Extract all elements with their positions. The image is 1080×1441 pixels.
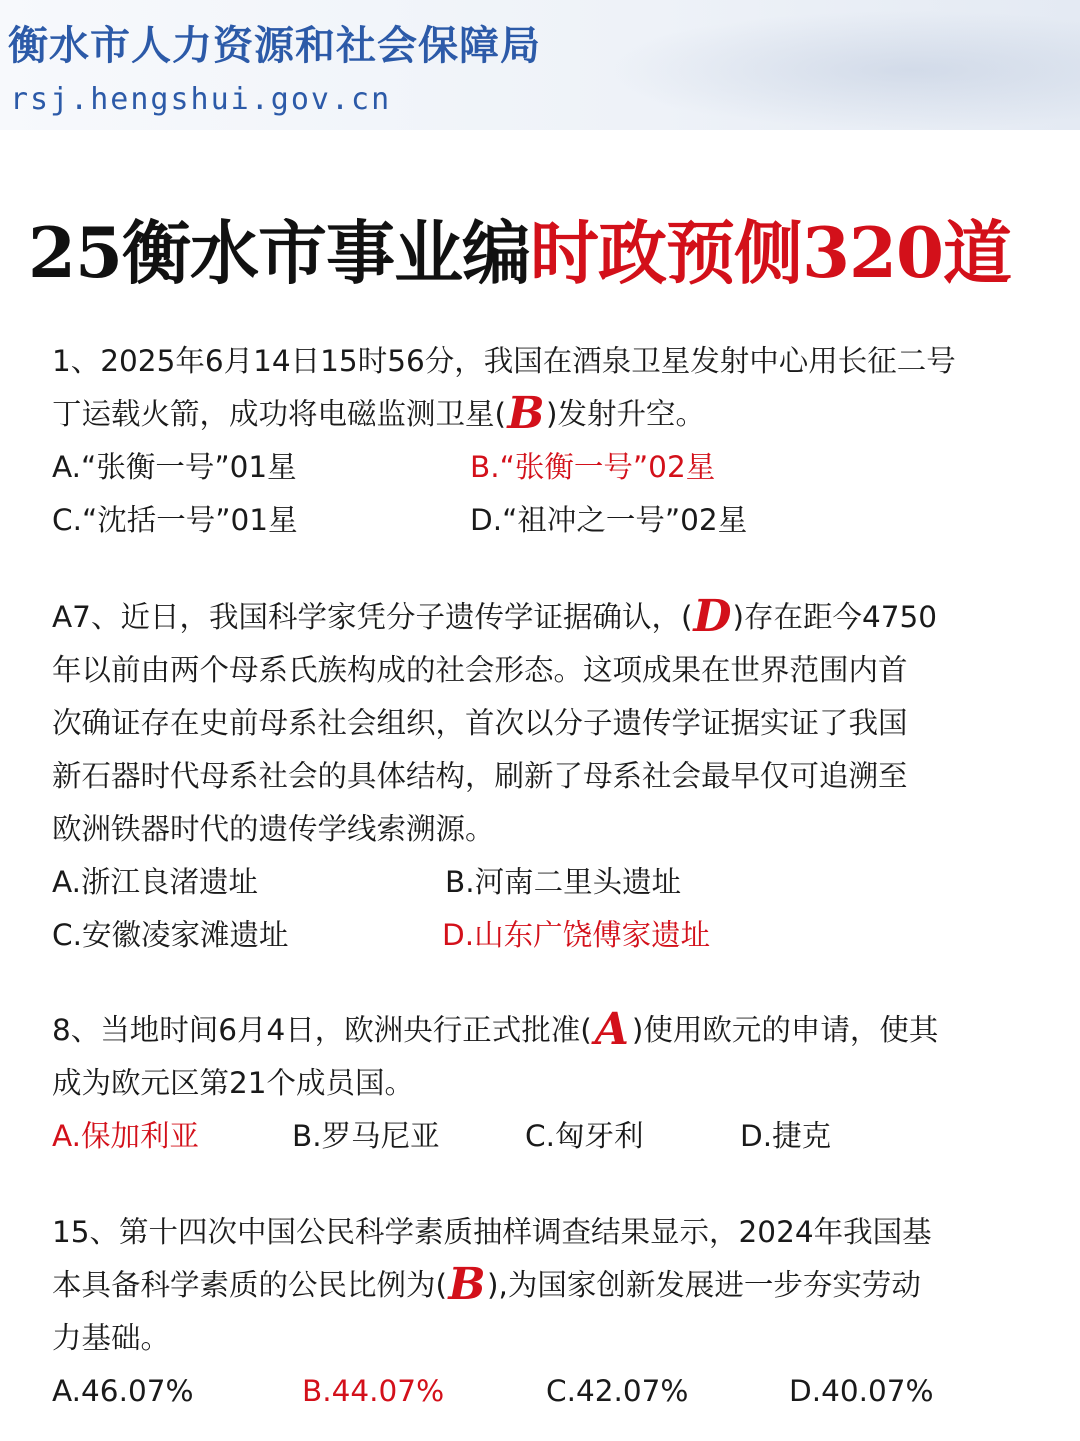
question-text-line: 力基础。 bbox=[52, 1321, 171, 1355]
answer-mark: B bbox=[448, 1259, 486, 1310]
options-8 bbox=[52, 1110, 1027, 1163]
options-a7 bbox=[52, 856, 1027, 962]
question-text-line: A7、近日，我国科学家凭分子遗传学证据确认，(D)存在距今4750 bbox=[52, 591, 938, 642]
answer-mark: B bbox=[507, 388, 545, 439]
answer-mark: D bbox=[693, 591, 732, 642]
question-text-line: 次确证存在史前母系社会组织，首次以分子遗传学证据实证了我国 bbox=[52, 706, 908, 740]
question-text-line: 新石器时代母系社会的具体结构，刷新了母系社会最早仅可追溯至 bbox=[52, 759, 908, 793]
option-d-correct: D.山东广饶傅家遗址 bbox=[442, 918, 711, 952]
question-text-line: 欧洲铁器时代的遗传学线索溯源。 bbox=[52, 812, 495, 846]
org-url[interactable]: rsj.hengshui.gov.cn bbox=[10, 82, 392, 117]
option-a: A.46.07% bbox=[52, 1374, 194, 1408]
options-15 bbox=[52, 1365, 1027, 1418]
option-d: D.捷克 bbox=[740, 1119, 832, 1153]
option-d: D.“祖冲之一号”02星 bbox=[470, 503, 748, 537]
option-b: B.河南二里头遗址 bbox=[445, 865, 682, 899]
question-text-line: 本具备科学素质的公民比例为(B),为国家创新发展进一步夯实劳动 bbox=[52, 1259, 921, 1310]
question-text-line: 丁运载火箭，成功将电磁监测卫星(B)发射升空。 bbox=[52, 388, 706, 439]
option-c: C.“沈括一号”01星 bbox=[52, 503, 298, 537]
option-a-correct: A.保加利亚 bbox=[52, 1119, 200, 1153]
question-8 bbox=[52, 1004, 1027, 1110]
question-1 bbox=[52, 335, 1027, 441]
question-text-line: 8、当地时间6月4日，欧洲央行正式批准(A)使用欧元的申请，使其 bbox=[52, 1004, 939, 1055]
title-red-part: 时政预侧320道 bbox=[530, 213, 1012, 294]
page-title bbox=[28, 198, 1011, 297]
org-name: 衡水市人力资源和社会保障局 bbox=[8, 23, 541, 69]
answer-mark: A bbox=[594, 1004, 629, 1055]
title-black-part: 25衡水市事业编 bbox=[28, 213, 531, 294]
option-b-correct: B.“张衡一号”02星 bbox=[470, 450, 716, 484]
question-text-line: 成为欧元区第21个成员国。 bbox=[52, 1066, 415, 1100]
question-text-line: 年以前由两个母系氏族构成的社会形态。这项成果在世界范围内首 bbox=[52, 653, 908, 687]
option-b: B.罗马尼亚 bbox=[292, 1119, 440, 1153]
question-15 bbox=[52, 1206, 1027, 1365]
question-text-line: 1、2025年6月14日15时56分，我国在酒泉卫星发射中心用长征二号 bbox=[52, 344, 956, 378]
option-a: A.浙江良渚遗址 bbox=[52, 865, 259, 899]
option-a: A.“张衡一号”01星 bbox=[52, 450, 297, 484]
option-c: C.42.07% bbox=[546, 1374, 689, 1408]
options-1 bbox=[52, 441, 1027, 547]
option-b-correct: B.44.07% bbox=[302, 1374, 445, 1408]
question-a7 bbox=[52, 591, 1027, 856]
option-d: D.40.07% bbox=[789, 1374, 934, 1408]
option-c: C.匈牙利 bbox=[525, 1119, 644, 1153]
option-c: C.安徽凌家滩遗址 bbox=[52, 918, 289, 952]
header-banner bbox=[0, 0, 1080, 130]
question-text-line: 15、第十四次中国公民科学素质抽样调查结果显示，2024年我国基 bbox=[52, 1215, 932, 1249]
